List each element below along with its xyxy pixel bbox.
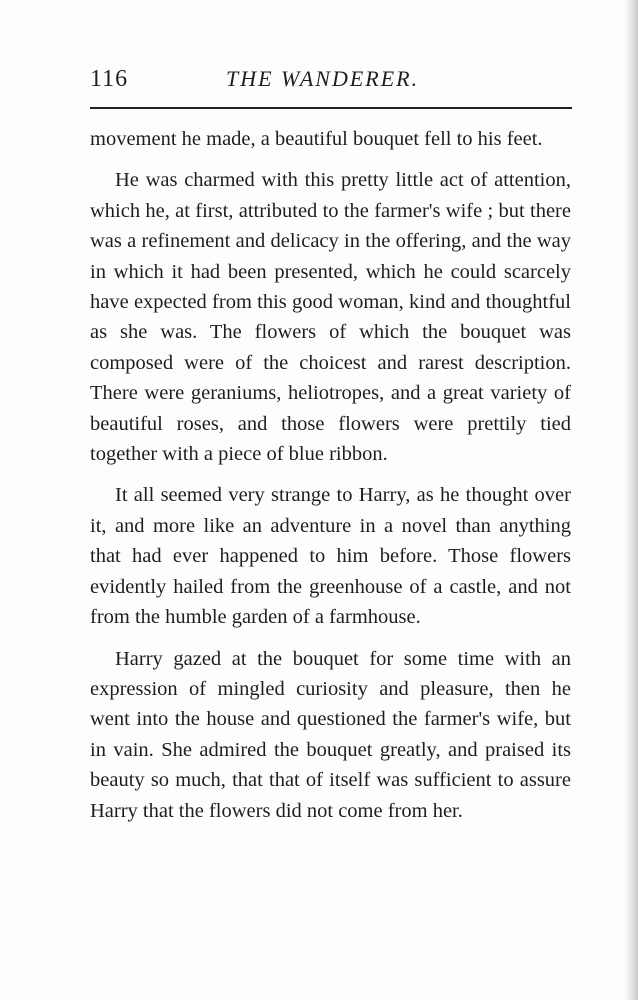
- body-text: [90, 124, 571, 826]
- paragraph-1: movement he made, a beautiful bouquet fell to his feet.: [90, 128, 543, 150]
- page-header: [90, 66, 572, 102]
- page-number: 116: [90, 66, 129, 92]
- running-title: THE WANDERER.: [226, 66, 420, 91]
- header-rule: [90, 107, 572, 109]
- paragraph-2: He was charmed with this pretty little act of attention, which he, at first, attributed to the farmer's wife ; but there was a refinement and delicacy in the offering, and the way in which it had been presented, which he could scarcely have expected from this good woman, kind and thoughtful as she was. The flowers of which the bouquet was composed were of the choicest and rarest description. There were geraniums, heliotropes, and a great variety of beautiful roses, and those flowers were prettily tied together with a piece of blue ribbon.: [90, 169, 571, 466]
- page-edge-shadow: [624, 0, 638, 1000]
- paragraph-4: Harry gazed at the bouquet for some time with an expression of mingled curiosity and pleasure, then he went into the house and questioned the farmer's wife, but in vain. She admired the bouquet greatly, and praised its beauty so much, that that of itself was sufficient to assure Harry that the flowers did not come from her.: [90, 647, 571, 822]
- paragraph-3: It all seemed very strange to Harry, as he thought over it, and more like an adventure in a novel than anything that had ever happened to him before. Those flowers evidently hailed from the greenhouse of a castle, and not from the humble garden of a farmhouse.: [90, 484, 571, 629]
